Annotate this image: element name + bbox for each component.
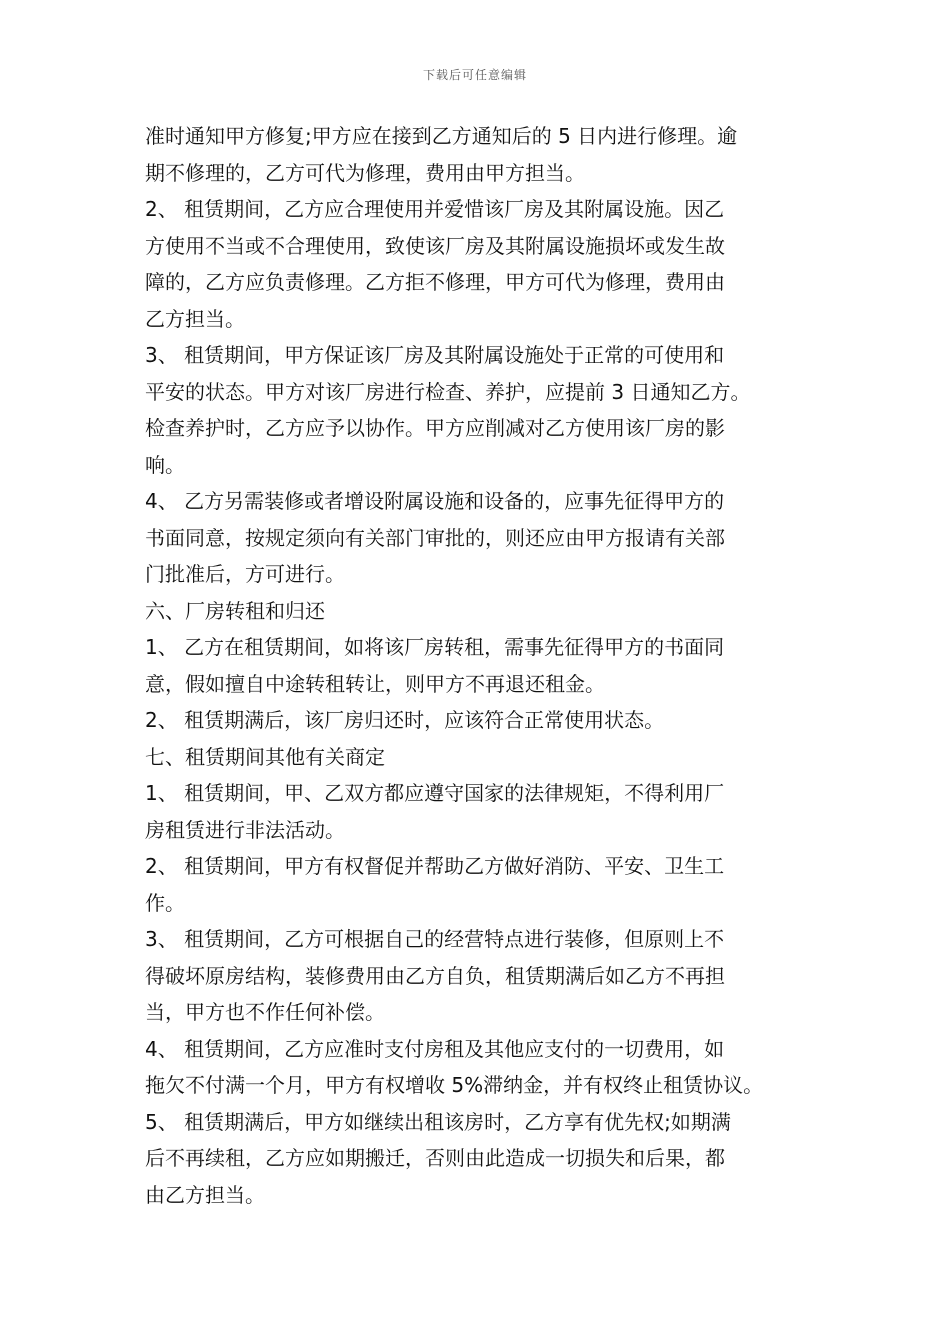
text-line: 意，假如擅自中途转租转让，则甲方不再退还租金。	[145, 671, 605, 696]
text-line: 门批准后，方可进行。	[145, 562, 345, 586]
text-line: 1、 乙方在租赁期间，如将该厂房转租，需事先征得甲方的书面同	[145, 635, 725, 659]
text-line: 检查养护时，乙方应予以协作。甲方应削减对乙方使用该厂房的影	[145, 416, 725, 440]
text-line: 拖欠不付满一个月，甲方有权增收 5%滞纳金，并有权终止租赁协议。	[145, 1073, 764, 1097]
text-line: 方使用不当或不合理使用，致使该厂房及其附属设施损坏或发生故	[145, 233, 725, 258]
text-line: 4、 乙方另需装修或者增设附属设施和设备的，应事先征得甲方的	[145, 489, 725, 513]
text-line: 障的，乙方应负责修理。乙方拒不修理，甲方可代为修理，费用由	[145, 270, 725, 294]
text-line: 作。	[145, 890, 185, 915]
text-line: 4、 租赁期间，乙方应准时支付房租及其他应支付的一切费用，如	[145, 1036, 725, 1061]
text-line: 响。	[145, 452, 185, 477]
text-line: 由乙方担当。	[145, 1182, 265, 1207]
text-line: 平安的状态。甲方对该厂房进行检查、养护，应提前 3 日通知乙方。	[145, 379, 751, 404]
text-line: 2、 租赁期间，甲方有权督促并帮助乙方做好消防、平安、卫生工	[145, 854, 725, 878]
text-line: 后不再续租，乙方应如期搬迁，否则由此造成一切损失和后果，都	[145, 1146, 725, 1170]
section-heading: 七、租赁期间其他有关商定	[145, 744, 385, 769]
text-line: 2、 租赁期间，乙方应合理使用并爱惜该厂房及其附属设施。因乙	[145, 197, 725, 221]
text-line: 准时通知甲方修复;甲方应在接到乙方通知后的 5 日内进行修理。逾	[145, 124, 738, 148]
text-line: 乙方担当。	[145, 306, 245, 331]
section-heading: 六、厂房转租和归还	[145, 598, 325, 623]
text-line: 房租赁进行非法活动。	[145, 817, 345, 842]
text-line: 3、 租赁期间，甲方保证该厂房及其附属设施处于正常的可使用和	[145, 343, 725, 367]
text-line: 当，甲方也不作任何补偿。	[145, 1000, 385, 1024]
text-line: 2、 租赁期满后，该厂房归还时，应该符合正常使用状态。	[145, 708, 665, 732]
page-header: 下载后可任意编辑	[422, 68, 527, 82]
document-body	[145, 118, 813, 1213]
text-line: 书面同意，按规定须向有关部门审批的，则还应由甲方报请有关部	[145, 525, 725, 550]
text-line: 1、 租赁期间，甲、乙双方都应遵守国家的法律规矩，不得利用厂	[145, 781, 725, 805]
text-line: 3、 租赁期间，乙方可根据自己的经营特点进行装修，但原则上不	[145, 927, 725, 951]
text-line: 5、 租赁期满后，甲方如继续出租该房时，乙方享有优先权;如期满	[145, 1109, 731, 1134]
text-line: 期不修理的，乙方可代为修理，费用由甲方担当。	[145, 160, 585, 185]
text-line: 得破坏原房结构，装修费用由乙方自负，租赁期满后如乙方不再担	[145, 963, 725, 988]
